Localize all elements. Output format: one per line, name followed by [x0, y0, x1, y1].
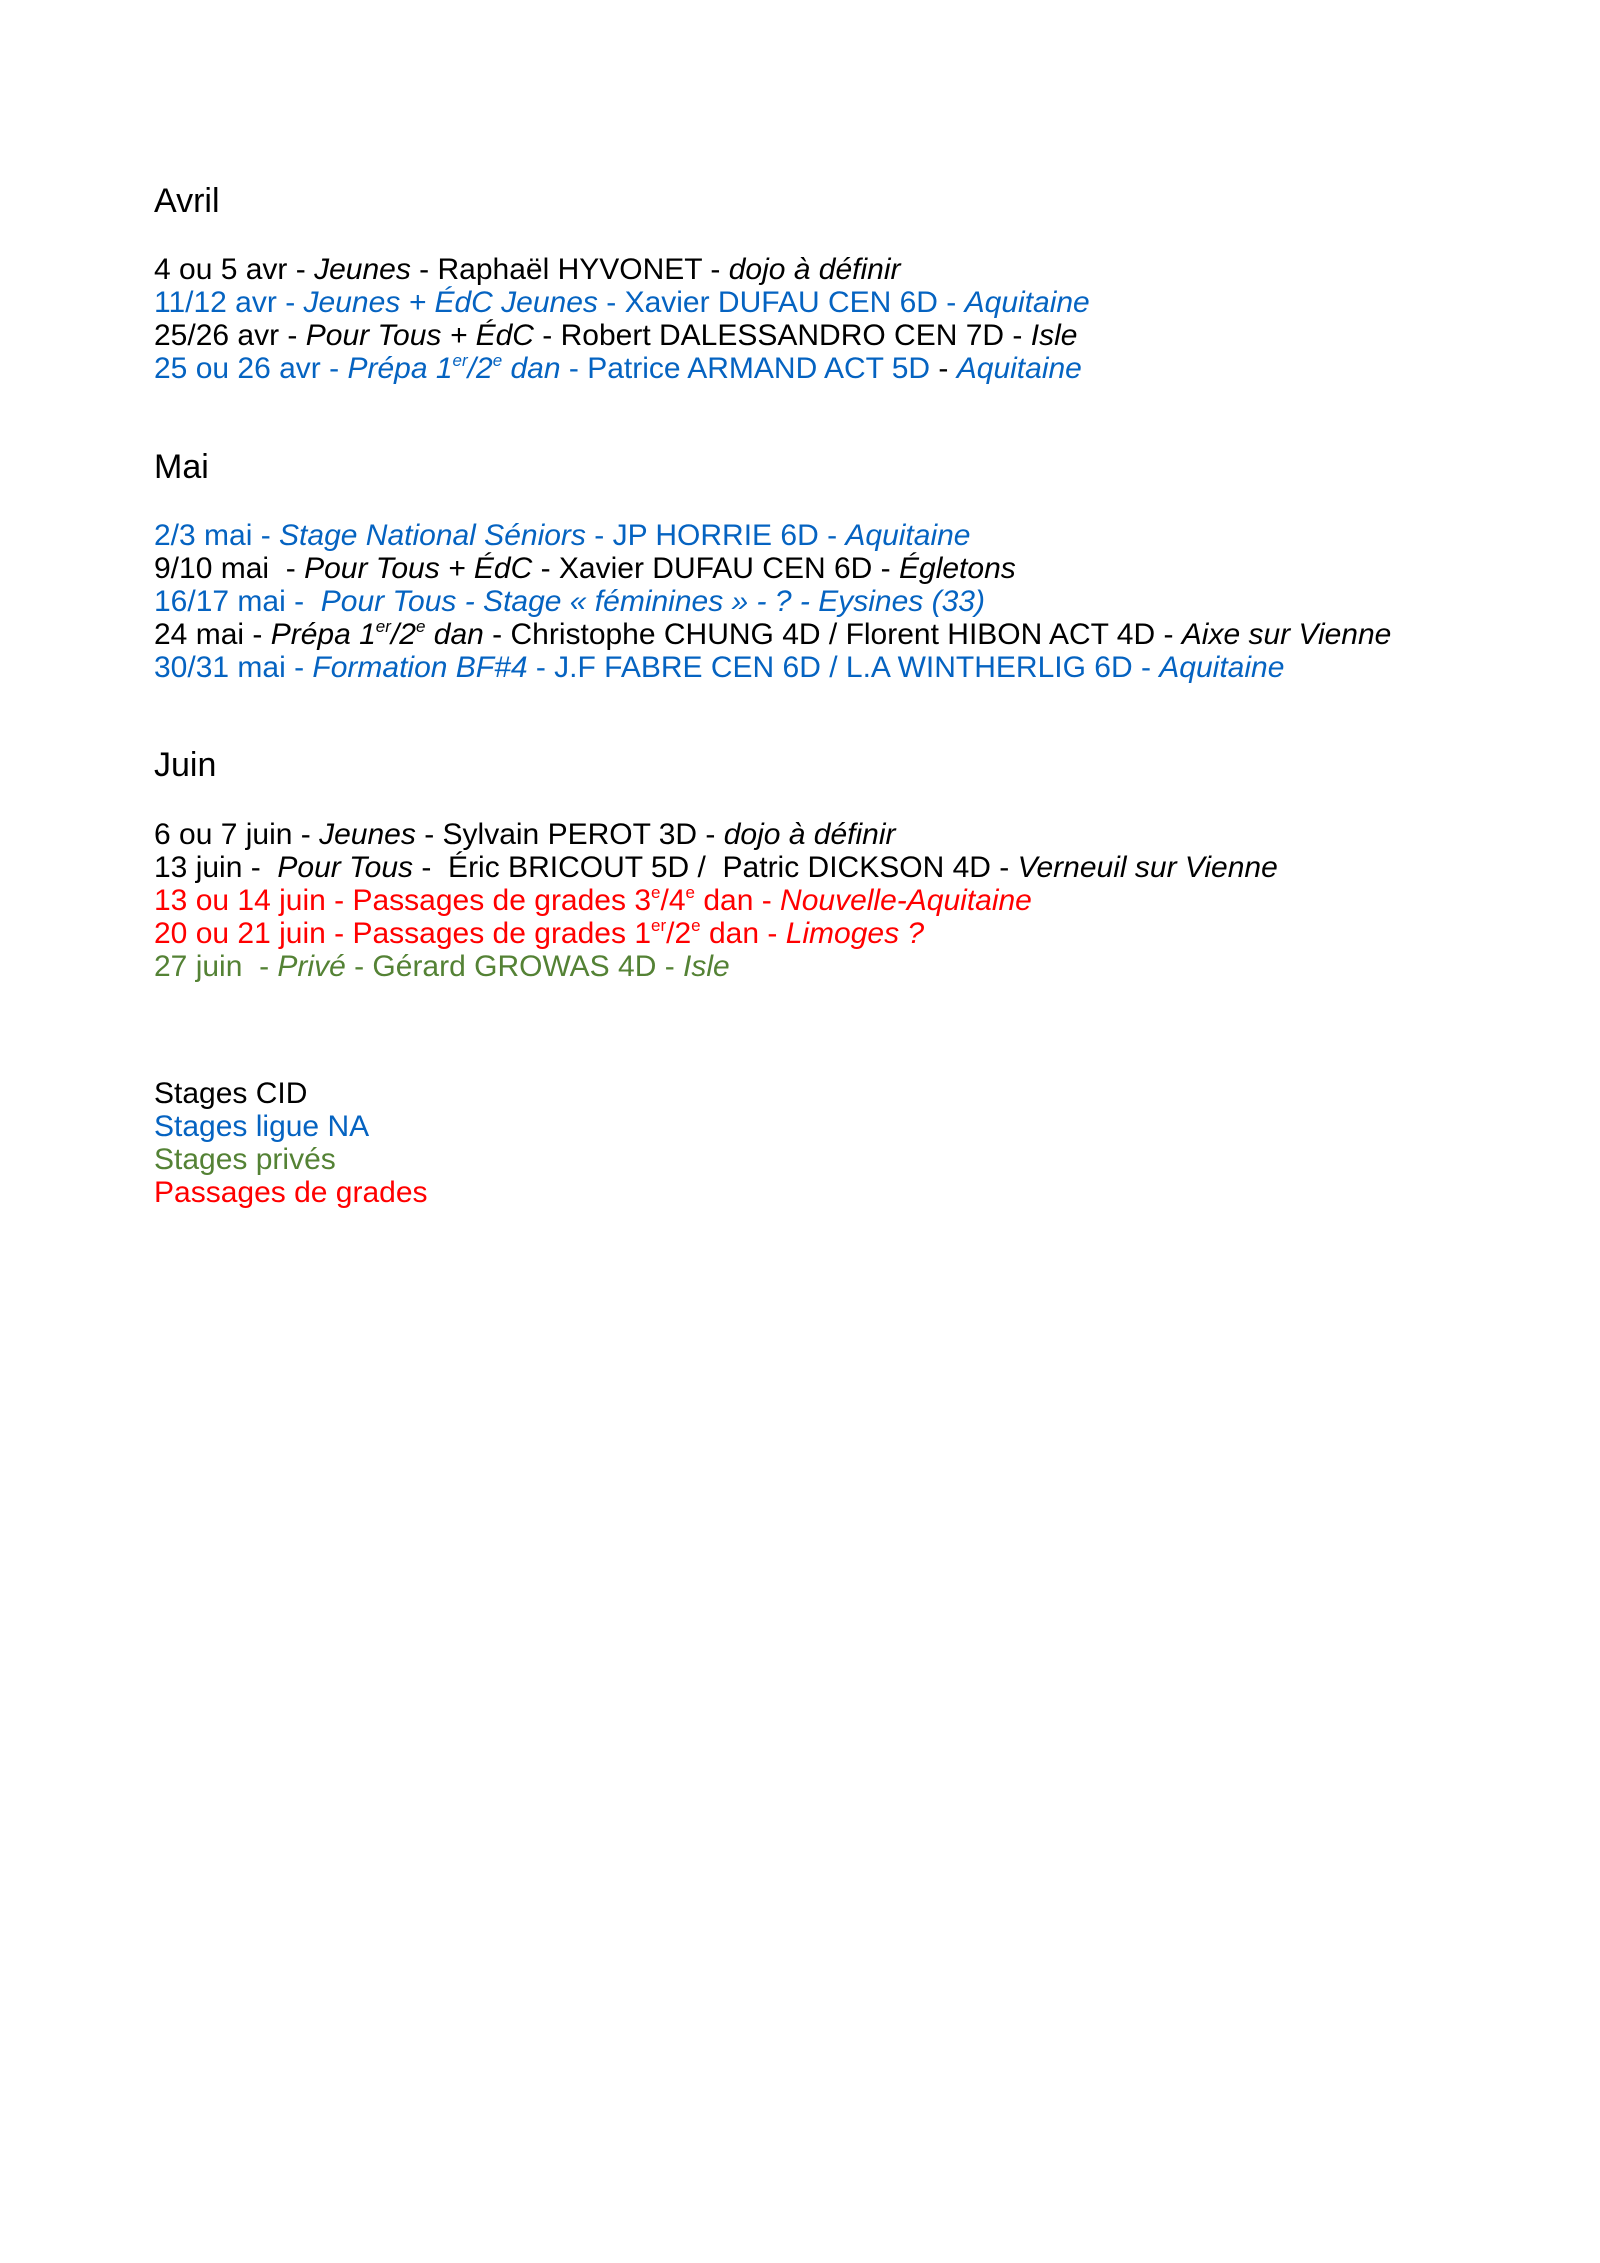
legend-item: Stages privés [154, 1143, 336, 1176]
event-text [948, 352, 956, 385]
event-text: dojo à définir [728, 253, 901, 286]
color-legend [154, 1077, 428, 1209]
legend-item: Passages de grades [154, 1176, 428, 1209]
event-text: Nouvelle-Aquitaine [780, 884, 1032, 917]
event-text: Isle [1030, 319, 1078, 352]
event-text: Limoges ? [785, 917, 925, 950]
event-text: - Xavier DUFAU CEN 6D - [597, 286, 965, 319]
event-text: /2 [390, 618, 416, 651]
event-text: 4 ou 5 avr - [154, 253, 315, 286]
event-text: - Robert DALESSANDRO CEN 7D - [533, 319, 1031, 352]
event-text: 24 mai - [154, 618, 271, 651]
event-text: - Raphaël HYVONET - [410, 253, 729, 286]
event-list [154, 253, 1090, 385]
event-text: e [415, 617, 426, 636]
event-line [154, 851, 1278, 884]
event-text: 2/3 mai - [154, 519, 280, 552]
event-text: Pour Tous - Stage « féminines » - ? - Eysines (33) [320, 585, 985, 618]
event-line [154, 917, 1278, 950]
event-text: Jeunes [314, 253, 411, 286]
event-line [154, 884, 1278, 917]
event-text: 11/12 avr - [154, 286, 304, 319]
event-text: /4 [660, 884, 686, 917]
event-text: Aquitaine [845, 519, 971, 552]
event-text: 27 juin - [154, 950, 278, 983]
event-text: dan [425, 618, 484, 651]
event-line [154, 552, 1391, 585]
event-text: Pour Tous + ÉdC [305, 319, 534, 352]
event-text: Jeunes + ÉdC Jeunes [303, 286, 598, 319]
event-text: 16/17 mai - [154, 585, 321, 618]
event-text: 20 ou 21 juin - Passages de grades 1 [154, 917, 652, 950]
event-text: Isle [683, 950, 730, 983]
event-text: 6 ou 7 juin - [154, 818, 320, 851]
event-text: Privé [277, 950, 346, 983]
event-text: er [651, 916, 667, 935]
event-text: /2 [467, 352, 493, 385]
event-list [154, 519, 1391, 684]
event-text: Pour Tous + ÉdC [304, 552, 533, 585]
event-text: Jeunes [319, 818, 416, 851]
event-text: 25/26 avr - [154, 319, 306, 352]
event-text: e [685, 883, 695, 902]
event-line [154, 950, 1278, 983]
event-text: Aquitaine [964, 286, 1090, 319]
event-text: e [492, 351, 503, 370]
event-text: e [691, 916, 701, 935]
event-line [154, 651, 1391, 684]
event-text: dan [502, 352, 561, 385]
event-text: e [651, 883, 661, 902]
event-text: /2 [666, 917, 692, 950]
event-line [154, 319, 1090, 352]
event-text: - Éric BRICOUT 5D / Patric DICKSON 4D - [413, 851, 1018, 884]
event-text: Égletons [899, 552, 1016, 585]
event-text: Aquitaine [1159, 651, 1285, 684]
month-heading: Avril [154, 182, 220, 220]
event-text: Pour Tous [277, 851, 414, 884]
event-line [154, 352, 1090, 385]
event-text: - [938, 352, 949, 385]
event-text: dojo à définir [723, 818, 896, 851]
event-text: 13 ou 14 juin - Passages de grades 3 [154, 884, 652, 917]
event-text: - Christophe CHUNG 4D / Florent HIBON ACT 4D - [483, 618, 1182, 651]
month-heading: Juin [154, 746, 217, 784]
event-text: dan - [694, 884, 781, 917]
month-heading: Mai [154, 448, 209, 486]
event-text: 30/31 mai - [154, 651, 313, 684]
event-text: Prépa 1 [347, 352, 453, 385]
event-text: 9/10 mai - [154, 552, 305, 585]
event-list [154, 818, 1278, 983]
event-line [154, 585, 1391, 618]
event-text: dan - [700, 917, 786, 950]
event-text: Stage National Séniors [279, 519, 586, 552]
event-text: er [452, 351, 468, 370]
event-text: - Patrice ARMAND ACT 5D [560, 352, 939, 385]
event-text: - Gérard GROWAS 4D - [345, 950, 684, 983]
event-text: 25 ou 26 avr - [154, 352, 348, 385]
event-text: er [375, 617, 391, 636]
event-line [154, 519, 1391, 552]
event-line [154, 818, 1278, 851]
event-line [154, 618, 1391, 651]
event-line [154, 286, 1090, 319]
event-line [154, 253, 1090, 286]
event-text: - JP HORRIE 6D - [585, 519, 846, 552]
event-text: - Xavier DUFAU CEN 6D - [532, 552, 899, 585]
legend-item: Stages ligue NA [154, 1110, 370, 1143]
event-text: - Sylvain PEROT 3D - [415, 818, 724, 851]
event-text: Prépa 1 [270, 618, 376, 651]
legend-item: Stages CID [154, 1077, 308, 1110]
event-text: Formation BF#4 [312, 651, 528, 684]
event-text: - J.F FABRE CEN 6D / L.A WINTHERLIG 6D - [527, 651, 1160, 684]
event-text: Verneuil sur Vienne [1017, 851, 1278, 884]
event-text: Aixe sur Vienne [1181, 618, 1392, 651]
event-text: 13 juin - [154, 851, 278, 884]
event-text: Aquitaine [956, 352, 1082, 385]
